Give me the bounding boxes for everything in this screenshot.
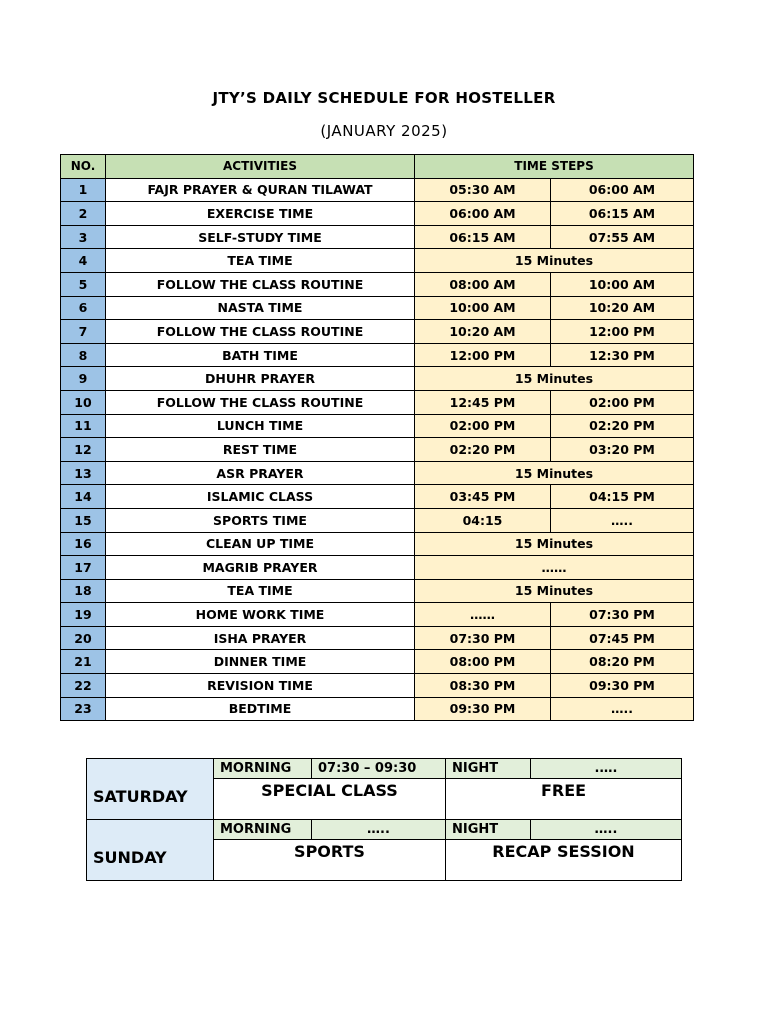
end-time: 07:30 PM <box>551 603 694 627</box>
row-number: 1 <box>61 178 106 202</box>
start-time: 07:30 PM <box>415 626 551 650</box>
sunday-night-label: NIGHT <box>446 820 531 840</box>
table-row <box>61 461 694 485</box>
document-subtitle: (JANUARY 2025) <box>320 122 448 140</box>
row-number: 21 <box>61 650 106 674</box>
activity-name: REST TIME <box>106 438 415 462</box>
start-time: 08:00 PM <box>415 650 551 674</box>
row-number: 13 <box>61 461 106 485</box>
end-time: 08:20 PM <box>551 650 694 674</box>
row-number: 18 <box>61 579 106 603</box>
end-time: 03:20 PM <box>551 438 694 462</box>
end-time: ….. <box>551 697 694 721</box>
table-row <box>61 296 694 320</box>
row-number: 7 <box>61 320 106 344</box>
weekend-schedule-table <box>86 758 682 881</box>
start-time: 02:20 PM <box>415 438 551 462</box>
daily-schedule-table <box>60 154 694 721</box>
row-number: 15 <box>61 508 106 532</box>
row-number: 19 <box>61 603 106 627</box>
activity-name: ISLAMIC CLASS <box>106 485 415 509</box>
sunday-morning-label: MORNING <box>214 820 312 840</box>
table-row <box>61 579 694 603</box>
row-number: 8 <box>61 343 106 367</box>
duration-cell: 15 Minutes <box>415 249 694 273</box>
activity-name: FOLLOW THE CLASS ROUTINE <box>106 390 415 414</box>
activity-name: FOLLOW THE CLASS ROUTINE <box>106 272 415 296</box>
table-row <box>61 367 694 391</box>
start-time: 10:20 AM <box>415 320 551 344</box>
duration-cell: 15 Minutes <box>415 579 694 603</box>
table-row <box>61 414 694 438</box>
row-number: 20 <box>61 626 106 650</box>
end-time: 09:30 PM <box>551 674 694 698</box>
start-time: 12:45 PM <box>415 390 551 414</box>
table-row <box>61 178 694 202</box>
activity-name: REVISION TIME <box>106 674 415 698</box>
start-time: 06:00 AM <box>415 202 551 226</box>
saturday-morning-activity: SPECIAL CLASS <box>214 779 446 820</box>
end-time: 07:55 AM <box>551 225 694 249</box>
header-no: NO. <box>61 155 106 179</box>
activity-name: LUNCH TIME <box>106 414 415 438</box>
table-row <box>61 603 694 627</box>
end-time: 07:45 PM <box>551 626 694 650</box>
activity-name: ASR PRAYER <box>106 461 415 485</box>
row-number: 9 <box>61 367 106 391</box>
saturday-times-row <box>87 759 682 779</box>
activity-name: MAGRIB PRAYER <box>106 556 415 580</box>
activity-name: BEDTIME <box>106 697 415 721</box>
sunday-morning-activity: SPORTS <box>214 840 446 881</box>
table-row <box>61 225 694 249</box>
activity-name: BATH TIME <box>106 343 415 367</box>
row-number: 2 <box>61 202 106 226</box>
row-number: 16 <box>61 532 106 556</box>
activity-name: EXERCISE TIME <box>106 202 415 226</box>
saturday-night-activity: FREE <box>446 779 682 820</box>
table-row <box>61 485 694 509</box>
activity-name: FOLLOW THE CLASS ROUTINE <box>106 320 415 344</box>
duration-cell: 15 Minutes <box>415 367 694 391</box>
activity-name: ISHA PRAYER <box>106 626 415 650</box>
end-time: 04:15 PM <box>551 485 694 509</box>
row-number: 4 <box>61 249 106 273</box>
end-time: 02:00 PM <box>551 390 694 414</box>
sunday-night-time: ….. <box>531 820 682 840</box>
activity-name: NASTA TIME <box>106 296 415 320</box>
start-time: 08:00 AM <box>415 272 551 296</box>
activity-name: SPORTS TIME <box>106 508 415 532</box>
row-number: 5 <box>61 272 106 296</box>
table-row <box>61 202 694 226</box>
row-number: 12 <box>61 438 106 462</box>
table-row <box>61 390 694 414</box>
saturday-night-time: .…. <box>531 759 682 779</box>
row-number: 10 <box>61 390 106 414</box>
header-activities: ACTIVITIES <box>106 155 415 179</box>
duration-cell: 15 Minutes <box>415 461 694 485</box>
activity-name: SELF-STUDY TIME <box>106 225 415 249</box>
table-row <box>61 556 694 580</box>
sunday-morning-time: ….. <box>312 820 446 840</box>
activity-name: TEA TIME <box>106 249 415 273</box>
document-title: JTY’S DAILY SCHEDULE FOR HOSTELLER <box>212 89 556 107</box>
end-time: ….. <box>551 508 694 532</box>
row-number: 22 <box>61 674 106 698</box>
start-time: 12:00 PM <box>415 343 551 367</box>
saturday-morning-time: 07:30 – 09:30 <box>312 759 446 779</box>
end-time: 02:20 PM <box>551 414 694 438</box>
duration-cell: …… <box>415 556 694 580</box>
row-number: 3 <box>61 225 106 249</box>
start-time: 09:30 PM <box>415 697 551 721</box>
row-number: 23 <box>61 697 106 721</box>
start-time: 10:00 AM <box>415 296 551 320</box>
end-time: 10:20 AM <box>551 296 694 320</box>
activity-name: FAJR PRAYER & QURAN TILAWAT <box>106 178 415 202</box>
end-time: 12:30 PM <box>551 343 694 367</box>
activity-name: TEA TIME <box>106 579 415 603</box>
start-time: …… <box>415 603 551 627</box>
table-row <box>61 532 694 556</box>
table-row <box>61 508 694 532</box>
activity-name: DHUHR PRAYER <box>106 367 415 391</box>
row-number: 6 <box>61 296 106 320</box>
table-row <box>61 650 694 674</box>
start-time: 02:00 PM <box>415 414 551 438</box>
saturday-label: SATURDAY <box>87 759 214 820</box>
table-row <box>61 249 694 273</box>
sunday-label: SUNDAY <box>87 820 214 881</box>
end-time: 10:00 AM <box>551 272 694 296</box>
activity-name: CLEAN UP TIME <box>106 532 415 556</box>
start-time: 04:15 <box>415 508 551 532</box>
table-row <box>61 674 694 698</box>
end-time: 06:00 AM <box>551 178 694 202</box>
start-time: 03:45 PM <box>415 485 551 509</box>
row-number: 17 <box>61 556 106 580</box>
end-time: 12:00 PM <box>551 320 694 344</box>
start-time: 08:30 PM <box>415 674 551 698</box>
saturday-morning-label: MORNING <box>214 759 312 779</box>
activity-name: DINNER TIME <box>106 650 415 674</box>
table-row <box>61 272 694 296</box>
activity-name: HOME WORK TIME <box>106 603 415 627</box>
sunday-night-activity: RECAP SESSION <box>446 840 682 881</box>
duration-cell: 15 Minutes <box>415 532 694 556</box>
table-row <box>61 320 694 344</box>
sunday-times-row <box>87 820 682 840</box>
table-header-row <box>61 155 694 179</box>
start-time: 05:30 AM <box>415 178 551 202</box>
row-number: 14 <box>61 485 106 509</box>
table-row <box>61 438 694 462</box>
table-row <box>61 343 694 367</box>
start-time: 06:15 AM <box>415 225 551 249</box>
row-number: 11 <box>61 414 106 438</box>
end-time: 06:15 AM <box>551 202 694 226</box>
header-time-steps: TIME STEPS <box>415 155 694 179</box>
table-row <box>61 626 694 650</box>
saturday-night-label: NIGHT <box>446 759 531 779</box>
table-row <box>61 697 694 721</box>
